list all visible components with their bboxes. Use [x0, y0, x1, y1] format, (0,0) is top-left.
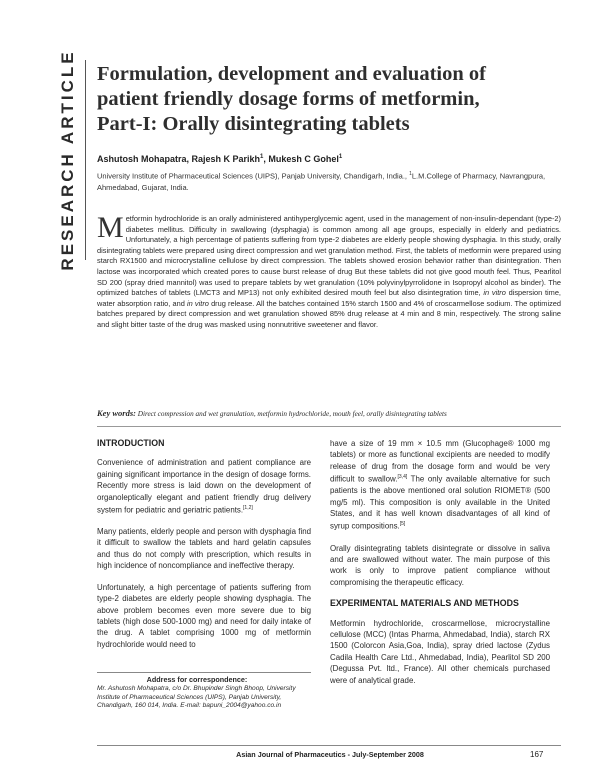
affiliation-2: L.M.College of Pharmacy, Navrangpura, Ahmedabad, Gujarat, India.: [97, 171, 546, 192]
author-1: Ashutosh Mohapatra,: [97, 154, 192, 164]
intro-paragraph-3: Unfortunately, a high percentage of patients suffering from type-2 diabetes are elderly people showing dysphagia. The above problem becomes even more severe due to big tablets (high dose 500-1000 mg) and need for daily intake of the drug. A tablet comprising 1000 mg of metformin hydrochloride would need to: [97, 582, 311, 649]
side-section-label-text: RESEARCH ARTICLE: [58, 49, 77, 271]
right-paragraph-1-text: have a size of 19 mm × 10.5 mm (Glucophage® 1000 mg tablets) or more as functional excipients are needed to modify release of drug from the dosage form and would be very difficult to swallow.: [330, 439, 550, 484]
intro-paragraph-1: [97, 457, 311, 516]
title-line-1: Formulation, development and evaluation of: [97, 63, 486, 85]
abstract: [97, 211, 562, 331]
article-title: [97, 62, 567, 137]
side-section-label: [57, 49, 79, 271]
author-3-affil-mark: 1: [338, 154, 343, 160]
affiliation-mark: 1: [409, 171, 412, 177]
correspondence-text: Mr. Ashutosh Mohapatra, c/o Dr. Bhupinder Singh Bhoop, University Institute of Pharmaceutical Sciences (UIPS), Panjab University, Chandigarh, 160 014, India. E-mail: bapuni_2004@yahoo.co.in: [97, 685, 296, 710]
abstract-dropcap: M: [97, 211, 124, 244]
abstract-text-2: dispersion time, water absorption ratio, and: [97, 288, 561, 308]
methods-paragraph: Metformin hydrochloride, croscarmellose, microcrystalline cellulose (MCC) (Intas Pharma, Ahmedabad, India), starch RX 1500 (Colorcon Asia,Goa, India), spray dried lactose (Zydus Cadila Health Care Ltd., Ahmedabad, India), Pearlitol SD 200 (Degussa Pvt. ltd., France). All other chemicals purchased were of analytical grade.: [330, 618, 550, 685]
intro-ref-1: [1,2]: [243, 505, 253, 512]
right-column: [330, 438, 550, 696]
footer-divider: [97, 745, 561, 746]
page-number: 167: [530, 750, 544, 759]
right-paragraph-1: [330, 438, 550, 533]
right-ref-2: [5]: [399, 521, 406, 528]
title-line-2: patient friendly dosage forms of metformin,: [97, 88, 480, 110]
author-list: [97, 154, 567, 164]
keywords-text: Direct compression and wet granulation, metformin hydrochloride, mouth feel, orally disintegrating tablets: [135, 410, 447, 418]
author-3: , Mukesh C Gohel: [263, 154, 339, 164]
methods-heading: EXPERIMENTAL MATERIALS AND METHODS: [330, 598, 519, 609]
affiliation-1: University Institute of Pharmaceutical Sciences (UIPS), Panjab University, Chandigarh, India.,: [97, 171, 410, 181]
vertical-divider: [85, 60, 86, 260]
correspondence-divider: [97, 672, 311, 673]
affiliations: [97, 169, 557, 193]
right-paragraph-2: Orally disintegrating tablets disintegrate or dissolve in saliva and are swallowed without water. The main purpose of this work is only to improve patient compliance without compromising the therapeutic efficacy.: [330, 543, 550, 587]
right-paragraph-1b-text: The only available alternative for such patients is the above mentioned oral solution RIOMET® (500 mg/5 ml). This composition is only available in the United States, and it has well known disadvantages of all kind of syrup compositions.: [330, 474, 550, 532]
author-2: Rajesh K Parikh: [191, 154, 261, 164]
correspondence-box: [97, 676, 297, 711]
author-2-affil-mark: 1: [260, 154, 264, 160]
keywords-label: Key words:: [97, 408, 136, 418]
intro-paragraph-1-text: Convenience of administration and patient compliance are gaining significant importance in the design of dosage forms. Recently more stress is laid down on the development of organoleptically elegant and patient friendly drug delivery system for pediatric and geriatric patients.: [97, 458, 311, 515]
keywords: [97, 408, 561, 418]
abstract-text-3: drug release. All the batches contained 15% starch 1500 and 4% of croscarmellose sodium. The optimized batches prepared by direct compression and wet granulation showed 85% drug release at 4 min and 8 min, respectively. The strong saline and slight bitter taste of the drug was masked using nonnutritive sweetener and flavor.: [97, 298, 562, 329]
title-line-3: Part-I: Orally disintegrating tablets: [97, 113, 410, 135]
footer-journal: Asian Journal of Pharmaceutics - July-September 2008: [236, 750, 424, 759]
abstract-text-1: etformin hydrochloride is an orally administered antihyperglycemic agent, used in the management of non-insulin-dependant (type-2) diabetes mellitus. Difficulty in swallowing (dysphagia) is common among all age groups, especially in elderly and pediatrics. Unfortunately, a high percentage of patients suffering from type-2 diabetes are elderly people showing dysphagia. In this study, orally disintegrating tablets were prepared using direct compression and wet granulation method. First, the tablets of metformin were prepared using starch RX1500 and microcrystalline cellulose by direct compression. The tablets showed erosion behavior rather than disintegration. Then lactose was incorporated which created pores to cause burst release of drug But these tablets did not give good mouth feel. Thus, Pearlitol SD 200 (spray dried mannitol) was used to prepare tablets by wet granulation (10% polyvinylpyrrolidone in Isopropyl alcohol as binder). The optimized batches of tablets (LMCT3 and MP13) not only exhibited desired mouth feel but also disintegration time,: [97, 214, 561, 298]
left-column: [97, 438, 311, 660]
introduction-heading: INTRODUCTION: [97, 438, 165, 448]
keywords-divider: [97, 426, 561, 427]
abstract-italic-1: in vitro: [483, 288, 506, 298]
abstract-italic-2: in vitro: [187, 298, 209, 308]
correspondence-heading: Address for correspondence:: [146, 675, 248, 684]
intro-paragraph-2: Many patients, elderly people and person with dysphagia find it difficult to swallow the tablets and hard gelatin capsules and thus do not comply with prescription, which results in high incidence of noncompliance and ineffective therapy.: [97, 527, 311, 571]
right-ref-1: [3,4]: [397, 474, 408, 481]
